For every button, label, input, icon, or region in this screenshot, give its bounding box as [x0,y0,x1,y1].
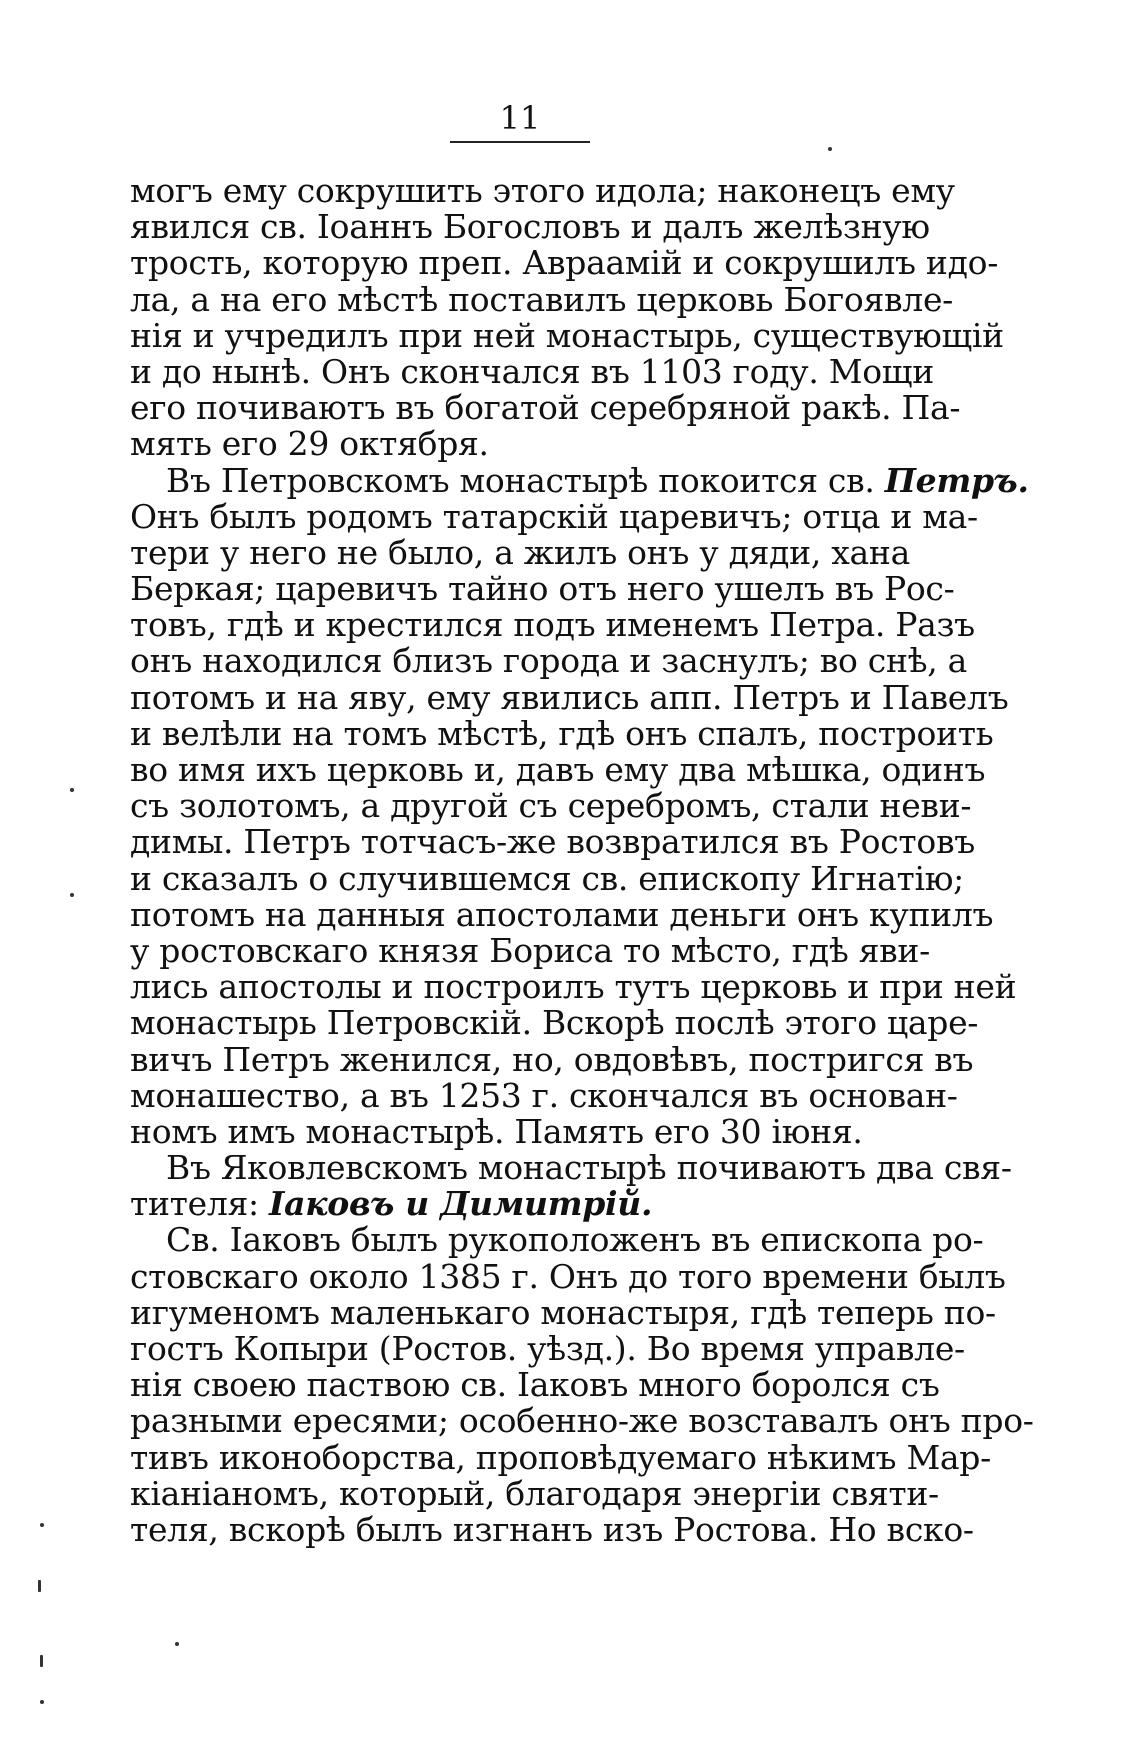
text-line: игуменомъ маленькаго монастыря, гдѣ теперь по- [130,1292,996,1332]
text-line [130,460,1029,500]
text-line: Онъ былъ родомъ татарскій царевичъ; отца и ма- [130,496,978,536]
header-rule [450,141,590,143]
text-line: нія и учредилъ при ней монастырь, существующій [130,315,1004,355]
scan-speck [40,1655,43,1667]
text-line: мять его 29 октября. [130,424,489,464]
scan-speck [70,893,74,897]
text-line: нія своею паствою св. Іаковъ много боролся съ [130,1365,940,1405]
text-line: кіаніаномъ, который, благодаря энергіи святи- [130,1473,939,1513]
text-line: у ростовскаго князя Бориса то мѣсто, гдѣ яви- [130,930,930,970]
text-line: могъ ему сокрушить этого идола; наконецъ ему [130,171,955,210]
text-line: потомъ на данныя апостолами деньги онъ купилъ [130,894,994,934]
scan-speck [40,1700,44,1704]
text-fragment: тителя: [130,1184,259,1224]
scan-speck [828,147,832,151]
text-line: и до нынѣ. Онъ скончался въ 1103 году. Мощи [130,351,934,391]
page-number: 11 [499,99,541,137]
text-line: тери у него не было, а жилъ онъ у дяди, хана [130,532,910,572]
text-block [130,171,1034,1549]
text-line: разными ересями; особенно-же возставалъ онъ про- [130,1401,1034,1441]
text-line: тивъ иконоборства, проповѣдуемаго нѣкимъ Мар- [130,1437,991,1477]
text-line: потомъ и на яву, ему явились апп. Петръ и Павелъ [130,677,1009,717]
text-line: теля, вскорѣ былъ изгнанъ изъ Ростова. Но вско- [130,1509,974,1549]
text-line: и сказалъ о случившемся св. епископу Игнатію; [130,858,964,898]
text-line: товъ, гдѣ и крестился подъ именемъ Петра. Разъ [130,605,975,645]
text-line: Въ Яковлевскомъ монастырѣ почиваютъ два свя- [166,1148,1012,1188]
text-line: монашество, а въ 1253 г. скончался въ основан- [130,1075,958,1115]
scan-speck [38,1580,41,1592]
text-line: монастырь Петровскій. Вскорѣ послѣ этого царе- [130,1003,979,1043]
scan-speck [40,1523,44,1527]
text-line: Беркая; царевичъ тайно отъ него ушелъ въ Рос- [130,569,955,609]
text-line: стовскаго около 1385 г. Онъ до того времени былъ [130,1256,1006,1296]
text-line: во имя ихъ церковь и, давъ ему два мѣшка, одинъ [130,750,986,789]
text-line: вичъ Петръ женился, но, овдовѣвъ, постригся въ [130,1039,974,1079]
text-line [130,1186,910,1222]
text-line: димы. Петръ тотчасъ-же возвратился въ Ростовъ [130,822,975,862]
italic-name: Петръ. [884,460,1029,500]
text-line: гостъ Копыри (Ростов. уѣзд.). Во время управле- [130,1329,965,1368]
text-line: трость, которую преп. Авраамій и сокрушилъ идо- [130,243,999,283]
text-line: онъ находился близъ города и заснулъ; во снѣ, а [130,641,967,681]
text-line: ла, а на его мѣстѣ поставилъ церковь Богоявле- [130,279,954,319]
text-line: съ золотомъ, а другой съ серебромъ, стали неви- [130,786,972,826]
text-line: лись апостолы и построилъ тутъ церковь и при ней [130,967,1017,1007]
text-line: и велѣли на томъ мѣстѣ, гдѣ онъ спалъ, построить [130,713,994,753]
scan-speck [175,1642,179,1646]
text-line: Св. Іаковъ былъ рукоположенъ въ епископа ро- [166,1220,984,1260]
italic-name: Іаковъ и Димитрій. [269,1184,653,1224]
text-line: явился св. Іоаннъ Богословъ и далъ желѣзную [130,207,930,247]
text-fragment: Въ Петровскомъ монастырѣ покоится св. [166,460,875,500]
scan-speck [70,788,74,792]
text-line: его почиваютъ въ богатой серебряной ракѣ. Па- [130,388,961,428]
text-line: номъ имъ монастырѣ. Память его 30 іюня. [130,1111,863,1151]
